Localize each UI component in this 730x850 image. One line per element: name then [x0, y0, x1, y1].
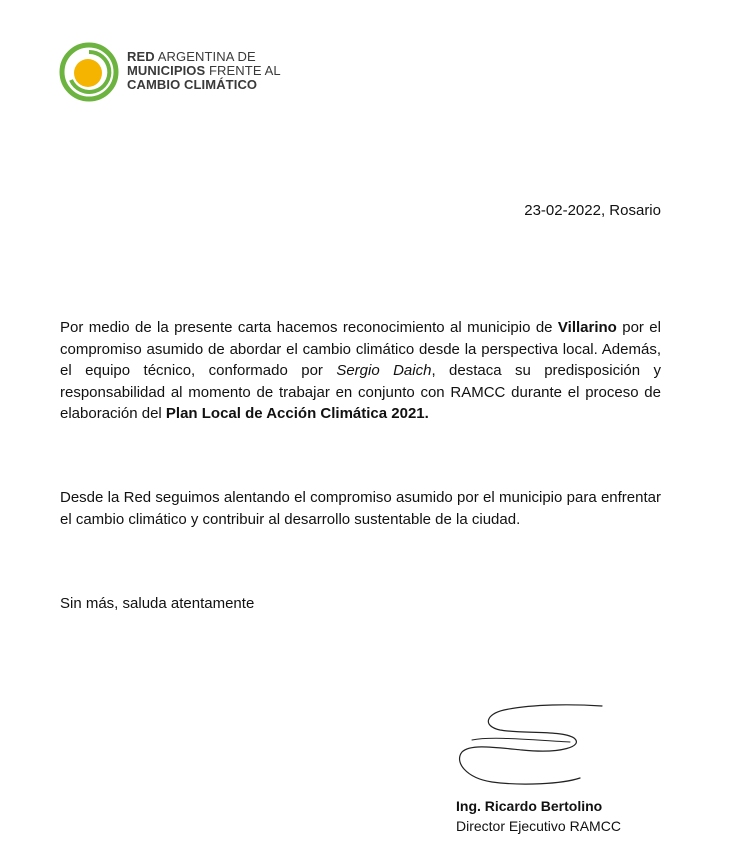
signer-name: Ing. Ricardo Bertolino — [456, 798, 603, 814]
closing-line: Sin más, saluda atentamente — [60, 595, 255, 612]
logo-municipios: MUNICIPIOS — [127, 63, 206, 78]
logo-red: RED — [127, 49, 155, 64]
body-paragraph-1 — [60, 317, 661, 425]
plan-name: Plan Local de Acción Climática 2021 — [165, 405, 425, 422]
ramcc-logo — [59, 42, 299, 102]
letter-date: 23-02-2022, Rosario — [524, 202, 661, 219]
paragraph1-end: . — [424, 405, 429, 422]
handwritten-signature — [452, 700, 612, 795]
paragraph1-part3: , destaca su predisposición y responsabilidad al momento de trabajar en conjunto con RAMCC durante el proceso de elaboración del — [60, 362, 661, 422]
logo-frente-al: FRENTE AL — [205, 63, 281, 78]
logo-cambio-climatico: CAMBIO CLIMÁTICO — [127, 77, 258, 92]
logo-argentina-de: ARGENTINA DE — [154, 49, 256, 64]
body-paragraph-2: Desde la Red seguimos alentando el compromiso asumido por el municipio para enfrentar el cambio climático y contribuir al desarrollo sustentable de la ciudad. — [60, 489, 661, 528]
paragraph1-part1: Por medio de la presente carta hacemos reconocimiento al municipio de — [60, 319, 558, 336]
logo-wordmark — [127, 50, 281, 92]
paragraph1-part2: por el compromiso asumido de abordar el cambio climático desde la perspectiva local. Además, el equipo técnico, conformado por — [60, 319, 661, 379]
ramcc-logo-icon — [59, 42, 119, 102]
technician-name: Sergio Daich — [336, 362, 432, 379]
signer-title: Director Ejecutivo RAMCC — [456, 818, 621, 834]
municipality-name: Villarino — [557, 319, 617, 336]
